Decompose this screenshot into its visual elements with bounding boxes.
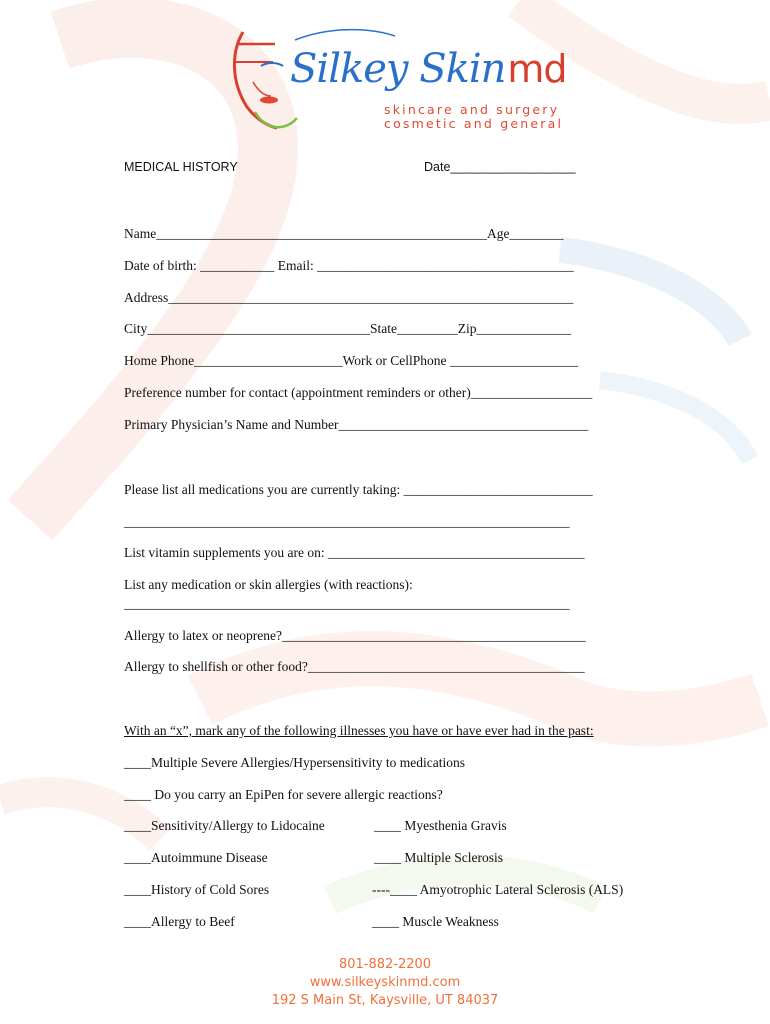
date-field[interactable]: Date__________________: [424, 160, 576, 174]
dob-email-field[interactable]: Date of birth: ___________ Email: ______________________________________: [124, 258, 574, 273]
current-medications-line-2[interactable]: __________________________________________________________________: [124, 514, 570, 529]
illness-cold-sores[interactable]: ____History of Cold Sores: [124, 882, 270, 897]
food-allergy-field[interactable]: Allergy to shellfish or other food?_________________________________________: [124, 659, 585, 674]
footer-website[interactable]: www.silkeyskinmd.com: [309, 975, 461, 990]
tagline-1: skincare and surgery: [384, 102, 560, 117]
address-field[interactable]: Address____________________________________________________________: [124, 290, 574, 305]
form-title: MEDICAL HISTORY: [124, 160, 238, 174]
tagline-2: cosmetic and general: [384, 116, 564, 131]
illness-ms[interactable]: ____ Multiple Sclerosis: [374, 850, 503, 865]
physician-field[interactable]: Primary Physician’s Name and Number_____________________________________: [124, 417, 589, 432]
city-state-zip-field[interactable]: City_________________________________State_________Zip______________: [124, 321, 571, 336]
illness-instruction: With an “x”, mark any of the following illnesses you have or have ever had in the past:: [124, 723, 594, 738]
name-age-field[interactable]: Name_________________________________________________Age________: [124, 226, 564, 241]
illness-multiple-allergies[interactable]: ____Multiple Severe Allergies/Hypersensitivity to medications: [124, 755, 465, 770]
brand-suffix: md: [507, 47, 567, 91]
illness-als[interactable]: ----____ Amyotrophic Lateral Sclerosis (ALS): [372, 882, 624, 897]
footer-phone: 801-882-2200: [338, 957, 432, 972]
illness-epipen[interactable]: ____ Do you carry an EpiPen for severe allergic reactions?: [124, 787, 443, 802]
illness-myasthenia[interactable]: ____ Myesthenia Gravis: [374, 818, 507, 833]
brand-name: Silkey Skinmd: [290, 46, 567, 92]
footer-address: 192 S Main St, Kaysville, UT 84037: [271, 993, 499, 1008]
illness-beef[interactable]: ____Allergy to Beef: [124, 914, 235, 929]
latex-allergy-field[interactable]: Allergy to latex or neoprene?_____________________________________________: [124, 628, 586, 643]
phone-field[interactable]: Home Phone______________________Work or CellPhone ___________________: [124, 353, 579, 368]
vitamins-field[interactable]: List vitamin supplements you are on: ______________________________________: [124, 545, 585, 560]
contact-preference-field[interactable]: Preference number for contact (appointment reminders or other)__________________: [124, 385, 593, 400]
allergies-label: List any medication or skin allergies (with reactions):: [124, 577, 413, 592]
illness-lidocaine[interactable]: ____Sensitivity/Allergy to Lidocaine: [124, 818, 325, 833]
illness-muscle-weakness[interactable]: ____ Muscle Weakness: [372, 914, 499, 929]
illness-autoimmune[interactable]: ____Autoimmune Disease: [124, 850, 268, 865]
allergies-field[interactable]: __________________________________________________________________: [124, 596, 570, 611]
current-medications-field[interactable]: Please list all medications you are currently taking: ____________________________: [124, 482, 593, 497]
